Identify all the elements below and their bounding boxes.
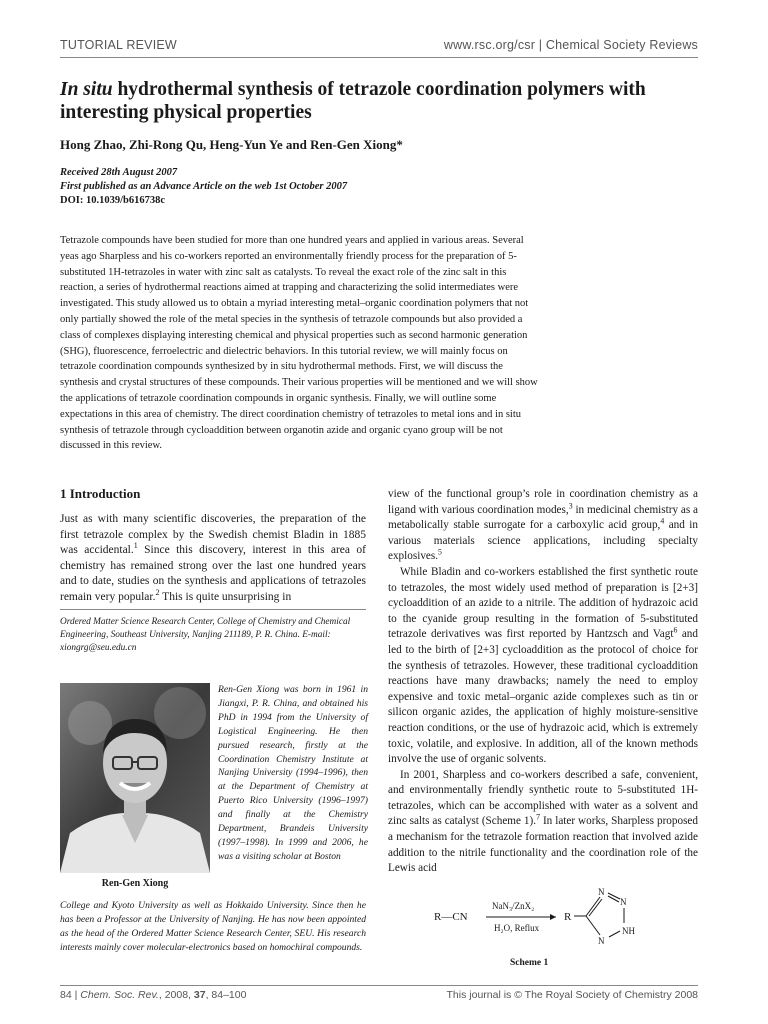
- ring-bond: [586, 897, 600, 916]
- scheme-reactant: R—CN: [434, 911, 468, 923]
- journal-name: Chemical Society Reviews: [545, 38, 698, 52]
- page-range: , 84–100: [205, 989, 247, 1001]
- abstract: Tetrazole compounds have been studied for more than one hundred years and applied in various areas. Several yeas ago Sharpless and his co-workers reported an environmentally friendly process for the preparation of 5-substituted 1H-tetrazoles in water with zinc salt as catalysts. To reveal the exact role of the zinc salt in this reaction, a series of hydrothermal reactions aimed at trapping and characterizing the solid intermediates were investigated. This study allowed us to obtain a myriad interesting metal–organic coordination polymers that not only partially showed the role of the metal species in the synthesis of tetrazole compounds but also provided a class of complexes displaying interesting chemical and physical properties such as second harmonic generation (SHG), fluorescence, ferroelectric and dielectric behaviors. In this tutorial review, we will mainly focus on tetrazole coordination compounds synthesized by in situ hydrothermal methods. First, we will discuss the synthesis and crystal structures of these compounds. Their various properties will be mentioned and we will show the applications of tetrazole coordination compounds in organic synthesis. Finally, we will outline some expectations in this area of chemistry. The direct coordination chemistry of tetrazoles to metal ions and in situ synthesis of tetrazole through cycloaddition between organotin azide and organic cyano group will be not discussed in this review.: [60, 235, 538, 452]
- ring-bond: [609, 931, 620, 937]
- ring-bond: [608, 896, 619, 902]
- page-number: 84: [60, 989, 72, 1001]
- section-heading: 1 Introduction: [60, 486, 141, 501]
- title-italic: In situ: [60, 79, 113, 100]
- ref-3[interactable]: 3: [568, 500, 573, 510]
- affiliation: Ordered Matter Science Research Center, College of Chemistry and Chemical Engineering, Southeast University, Nanjing 211189, P. R. China. E-mail: xiongrg@seu.edu.cn: [60, 617, 351, 653]
- scheme-1-diagram: [434, 885, 674, 970]
- text-run: In 2001, Sharpless and co-workers described a safe, convenient, and environmentally friendly synthetic route to 5-substituted 1H-tetrazoles, which can be accomplished with water as a solvent and zinc salts as catalyst (Scheme 1).: [388, 768, 698, 828]
- ring-n-top: N: [598, 887, 605, 897]
- year-text: , 2008,: [158, 989, 194, 1001]
- ref-7[interactable]: 7: [536, 812, 540, 822]
- text-run: in medicinal chemistry as a metabolically stable surrogate for a carboxylic acid group,: [388, 503, 698, 532]
- right-column: [388, 487, 698, 877]
- ref-1[interactable]: 1: [133, 541, 138, 551]
- ref-4[interactable]: 4: [660, 516, 665, 526]
- arrowhead: [550, 914, 556, 920]
- intro-text-3: This is quite unsurprising in: [159, 590, 292, 603]
- section-label: TUTORIAL REVIEW: [60, 38, 177, 52]
- paragraph: [388, 565, 698, 768]
- photo-caption: Ren-Gen Xiong: [101, 878, 169, 889]
- ring-bond: [608, 893, 620, 899]
- intro-paragraph: [60, 512, 366, 606]
- product-r: R: [564, 911, 572, 923]
- journal-abbrev: Chem. Soc. Rev.: [80, 989, 159, 1001]
- ref-2[interactable]: 2: [155, 588, 160, 598]
- title-rest: hydrothermal synthesis of tetrazole coordination polymers with interesting physical properties: [60, 79, 646, 123]
- ref-6[interactable]: 6: [673, 625, 678, 635]
- author-photo: [60, 683, 210, 873]
- bio-text-right: Ren-Gen Xiong was born in 1961 in Jiangxi, P. R. China, and obtained his PhD in 1994 from the University of Logistical Engineering. He then pursued research, firstly at the Coordination Chemistry Institute at Nanjing University (1994–1996), then at the Department of Chemistry at Puerto Rico University (1996–1997) and finally at the Chemistry Department, Brandeis University (1997–1998). In 1999 and 2006, he was a visiting scholar at Boston: [218, 684, 368, 862]
- paragraph: [388, 768, 698, 877]
- footer-separator: |: [74, 989, 78, 1001]
- intro-text-1: Just as with many scientific discoveries, the preparation of the first tetrazole complex by the Swedish chemist Bladin in 1885 was accidental.: [60, 513, 366, 557]
- journal-header: [444, 38, 698, 52]
- scheme-reagent-top: NaN₃/ZnX₂: [492, 901, 535, 911]
- doi[interactable]: DOI: 10.1039/b616738c: [60, 195, 165, 206]
- article-title: [60, 78, 710, 124]
- article-history: [60, 166, 347, 208]
- ring-bond: [586, 916, 600, 935]
- text-run: While Bladin and co-workers established the first synthetic route to tetrazoles, the most widely used method of preparation is [2+3] cycloaddition of an azide to a nitrile. The addition of hydrazoic acid to the cyanide group resulting in the formation of 5-substituted tetrazole derivatives was first reported by Hantzsch and Vagt: [388, 565, 698, 641]
- ring-bond: [589, 899, 602, 916]
- published-date: First published as an Advance Article on the web 1st October 2007: [60, 181, 348, 192]
- intro-text-2: Since this discovery, interest in this area of chemistry has remained strong over the last one hundred years and to date, studies on the synthesis and applications of tetrazoles remain very popular.: [60, 544, 366, 603]
- received-date: Received 28th August 2007: [60, 167, 178, 178]
- ring-n-right-top: N: [620, 897, 627, 907]
- text-run: and led to the birth of [2+3] cycloaddition as the protocol of choice for the synthesis of tetrazoles. However, these traditional cycloaddition reactions have many drawbacks; namely the need to employ expensive and toxic metal–organic azide complexes such as tin or silicon organic azides, the application of highly moisture-sensitive reaction conditions, or the use of hydrazoic acid, which is extremely toxic, volatile, and explosive. In addition, all of the known methods involve the use of organic solvents.: [388, 628, 698, 766]
- author-list: Hong Zhao, Zhi-Rong Qu, Heng-Yun Ye and Ren-Gen Xiong*: [60, 137, 403, 152]
- scheme-caption: Scheme 1: [510, 958, 549, 968]
- text-run: In later works, Sharpless proposed a mechanism for the tetrazole formation reaction that involved azide addition to the nitrile functionality and the coordination role of the Lewis acid: [388, 815, 698, 875]
- text-run: view of the functional group’s role in coordination chemistry as a ligand with various coordination modes,: [388, 488, 698, 516]
- ring-nh: NH: [622, 926, 635, 936]
- volume: 37: [193, 989, 206, 1001]
- scheme-reagent-bottom: H₂O, Reflux: [494, 923, 540, 933]
- footer-rule: [60, 985, 698, 986]
- portrait-image: [60, 683, 210, 873]
- header-rule: [60, 57, 698, 58]
- bio-text-bottom: College and Kyoto University as well as Hokkaido University. Since then he has been a Professor at the University of Nanjing. He has now been appointed as the head of the Ordered Matter Science Research Center, SEU. His research interests mainly cover molecular-electronics based on homochiral compounds.: [60, 900, 366, 953]
- ref-5[interactable]: 5: [438, 547, 442, 557]
- text-run: and in various materials science applications, including specialty explosives.: [388, 519, 698, 563]
- footer-citation-block: [60, 989, 246, 1001]
- ring-n-bottom: N: [598, 936, 605, 946]
- header-separator: |: [538, 38, 543, 52]
- copyright-notice: This journal is © The Royal Society of Chemistry 2008: [446, 989, 698, 1001]
- affiliation-rule: [60, 609, 366, 610]
- journal-url[interactable]: www.rsc.org/csr: [443, 38, 536, 52]
- paragraph: [388, 487, 698, 565]
